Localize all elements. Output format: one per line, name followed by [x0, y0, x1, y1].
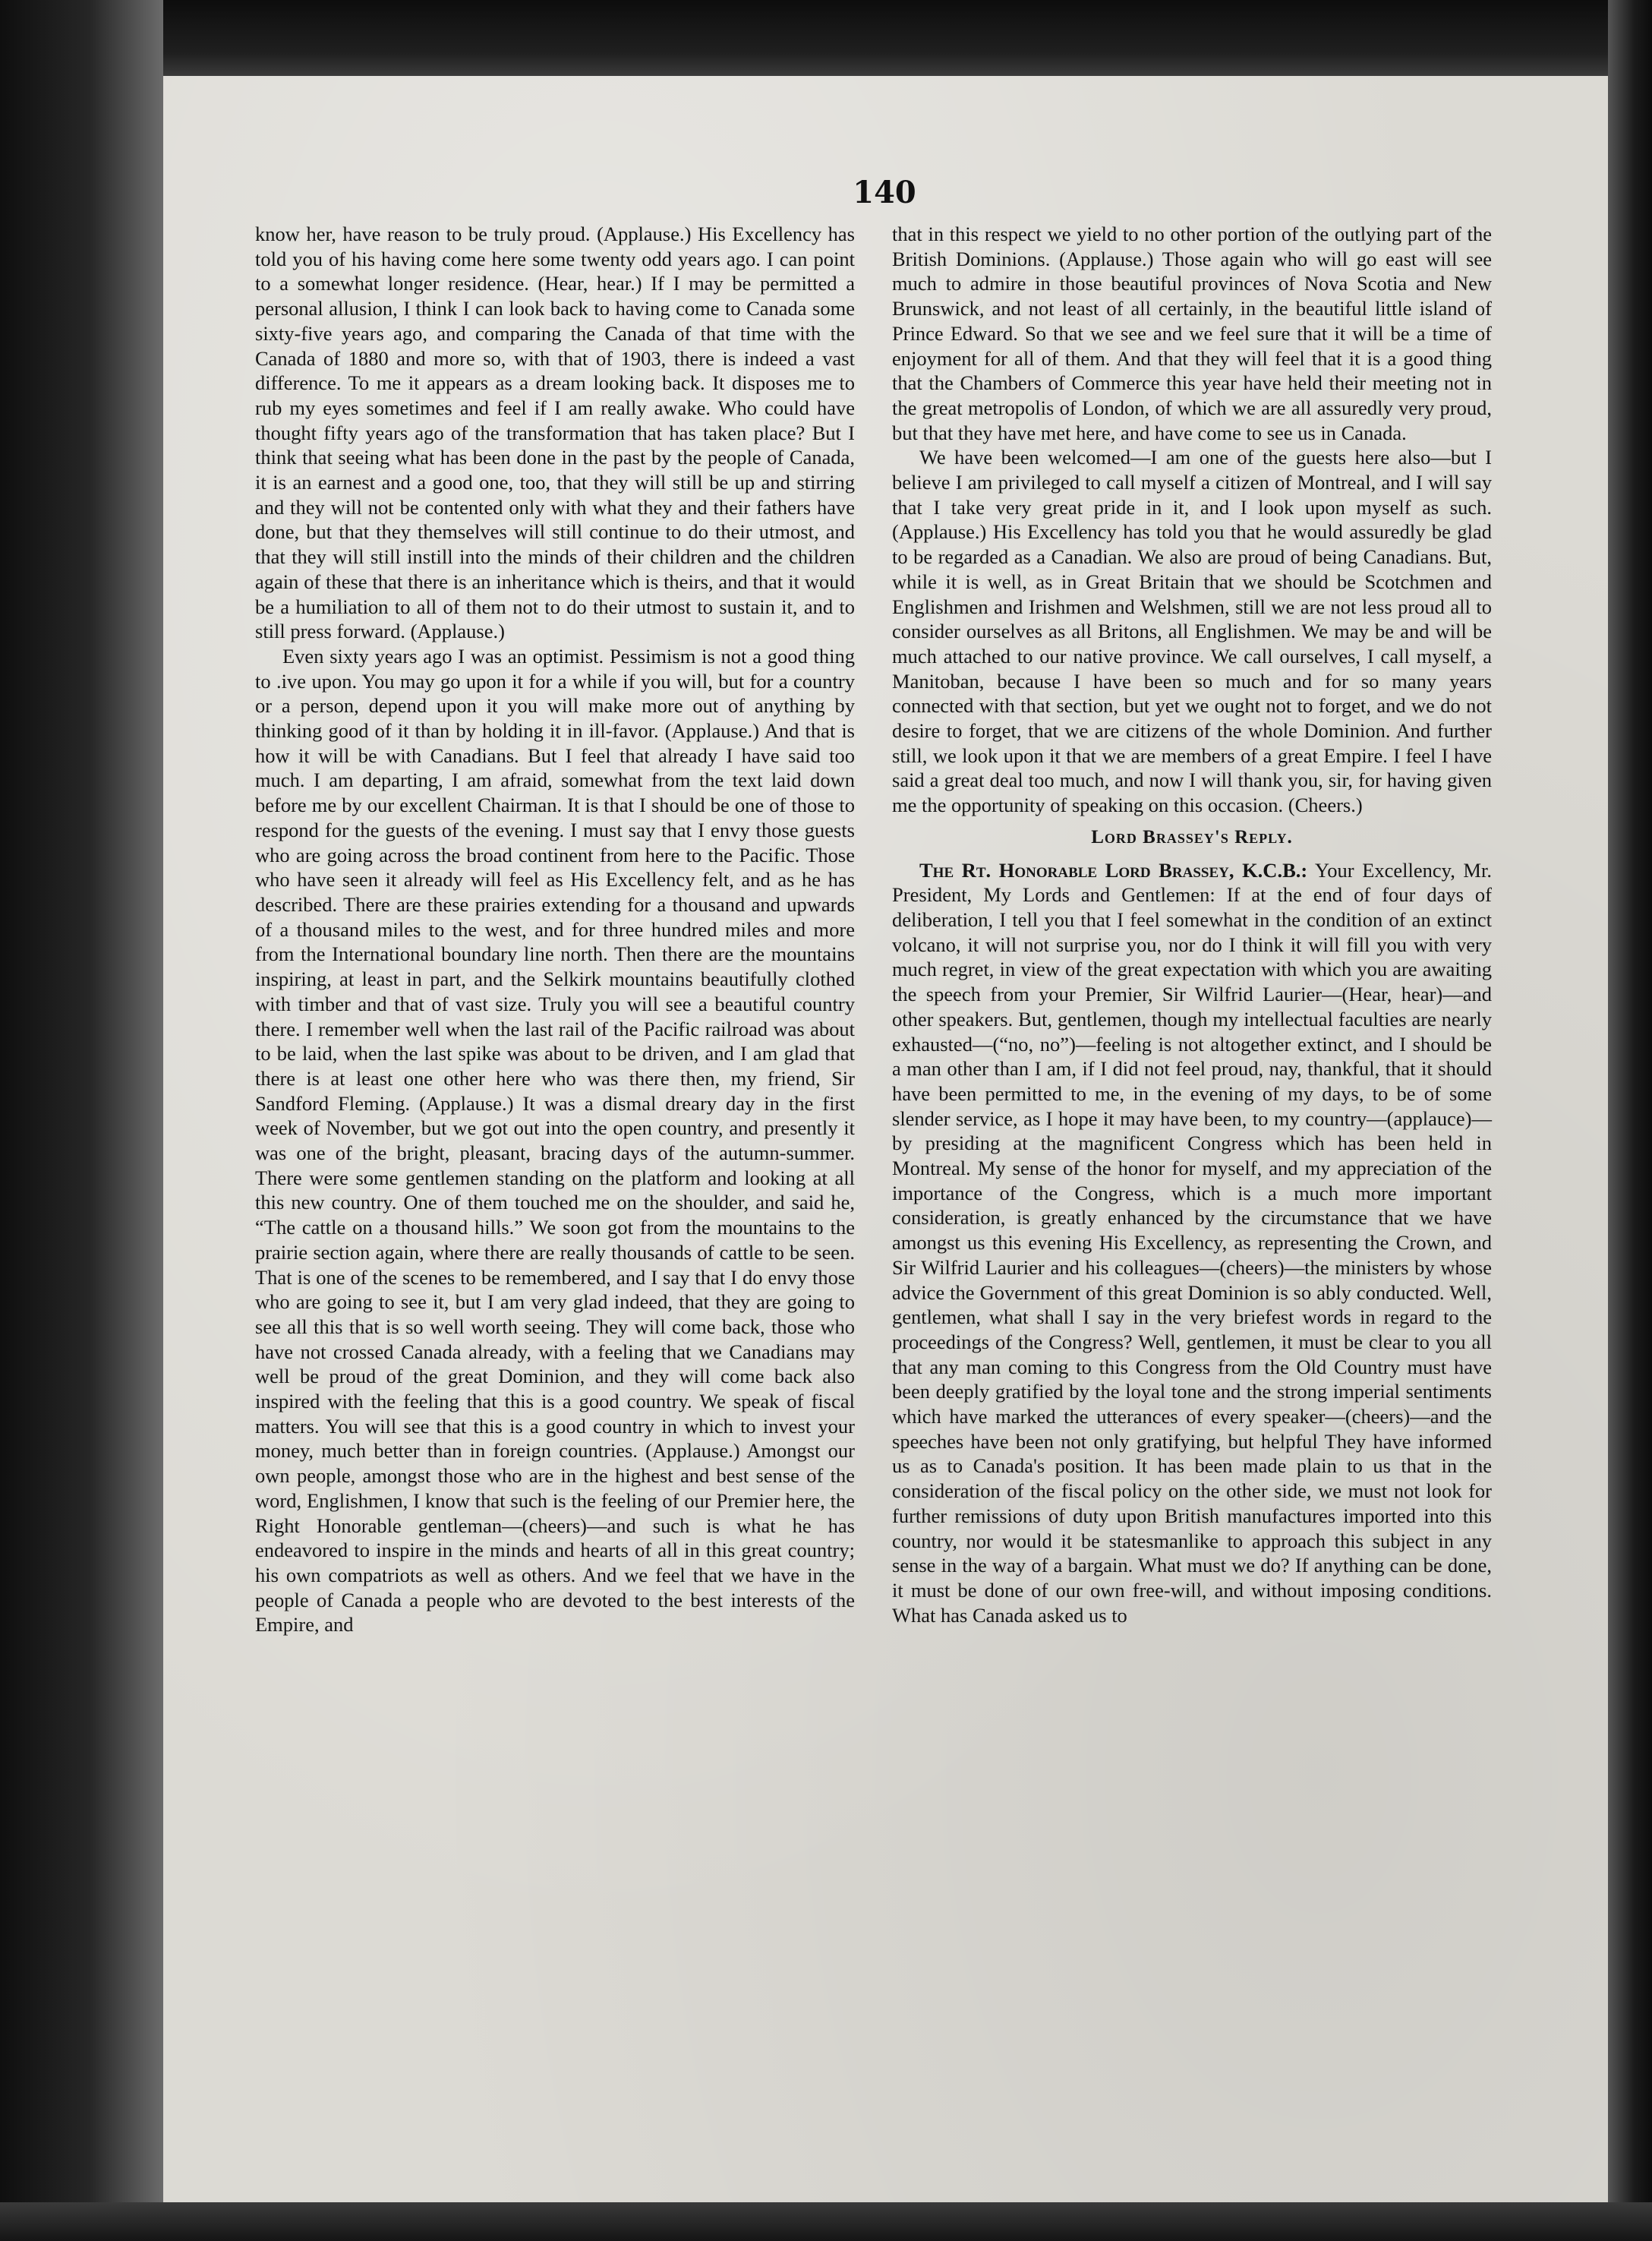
right-paragraph-2: We have been welcomed—I am one of the guests here also—but I believe I am privileged to call myself a citizen of Montreal, and I will say that I take very great pride in it, and I look upon myself as such. (Applause.) His Excellency has told you that he would assuredly be glad to be regarded as a Canadian. We also are proud of being Canadians. But, while it is well, as in Great Britain that we should be Scotchmen and Englishmen and Irishmen and Welshmen, still we are not less proud all to consider ourselves as all Britons, all Englishmen. We may be and will be much attached to our native province. We call ourselves, I call myself, a Manitoban, because I have been so much and for so many years connected with that section, but yet we ought not to forget, and we do not desire to forget, that we are citizens of the whole Dominion. And further still, we look upon it that we are members of a great Empire. I feel I have said a great deal too much, and now I will thank you, sir, for having given me the opportunity of speaking on this occasion. (Cheers.) [892, 446, 1492, 817]
right-column [892, 222, 1492, 1627]
scan-border-right [1608, 0, 1652, 2241]
left-paragraph-1: know her, have reason to be truly proud. (Applause.) His Excellency has told you of his having come here some twenty odd years ago. I can point to a somewhat longer residence. (Hear, hear.) If I may be permitted a personal allusion, I think I can look back to having come to Canada some sixty-five years ago, and comparing the Canada of that time with the Canada of 1880 and more so, with that of 1903, there is indeed a vast difference. To me it appears as a dream looking back. It disposes me to rub my eyes sometimes and feel if I am really awake. Who could have thought fifty years ago of the transformation that has taken place? But I think that seeing what has been done in the past by the people of Canada, it is an earnest and a good one, too, that they will still be up and stirring and they will not be contented only with what they and their fathers have done, but that they themselves will still continue to do their utmost, and that they will still instill into the minds of their children and the children again of these that there is an inheritance which is theirs, and that it would be a humiliation to all of them not to do their utmost to sustain it, and to still press forward. (Applause.) [255, 223, 855, 643]
right-paragraph-3 [892, 858, 1492, 1628]
left-column [255, 222, 855, 1637]
speaker-name: The Rt. Honorable Lord Brassey, K.C.B.: [919, 858, 1308, 882]
scan-border-left [0, 0, 163, 2241]
scan-border-bottom [0, 2202, 1652, 2241]
right-paragraph-1: that in this respect we yield to no other portion of the outlying part of the British Dominions. (Applause.) Those again who will go east will see much to admire in those beautiful provinces of Nova Scotia and New Brunswick, and not least of all certainly, in the beautiful little island of Prince Edward. So that we see and we feel sure that it will be a time of enjoyment for all of them. And that they will feel that it is a good thing that the Chambers of Commerce this year have held their meeting not in the great metropolis of London, of which we are all assuredly very proud, but that they have met here, and have come to see us in Canada. [892, 223, 1492, 444]
scan-border-top [0, 0, 1652, 76]
left-paragraph-2: Even sixty years ago I was an optimist. Pessimism is not a good thing to ⁠.ive upon. You may go upon it for a while if you will, but for a country or a person, depend upon it you will make more out of anything by thinking good of it than by holding it in ill-favor. (Applause.) And that is how it will be with Canadians. But I feel that already I have said too much. I am departing, I am afraid, somewhat from the text laid down before me by our excellent Chairman. It is that I should be one of those to respond for the guests of the evening. I must say that I envy those guests who are going across the broad continent from here to the Pacific. Those who have seen it already will feel as His Excellency felt, and as he has described. There are these prairies extending for a thousand and upwards of a thousand miles to the west, and for three hundred miles and more from the International boundary line north. Then there are the mountains inspiring, at least in part, and the Selkirk mountains beautifully clothed with timber and that of vast size. Truly you will see a beautiful country there. I remember well when the last rail of the Pacific railroad was about to be laid, when the last spike was about to be driven, and I am glad that there is at least one other here who was there then, my friend, Sir Sandford Fleming. (Applause.) It was a dismal dreary day in the first week of November, but we got out into the open country, and presently it was one of the bright, pleasant, bracing days of the autumn-summer. There were some gentlemen standing on the platform and looking at all this new country. One of them touched me on the shoulder, and said he, “The cattle on a thousand hills.” We soon got from the mountains to the prairie section again, where there are really thousands of cattle to be seen. That is one of the scenes to be remembered, and I say that I do envy those who are going to see it, but I am very glad indeed, that they are going to see all this that is so well worth seeing. They will come back, those who have not crossed Canada already, with a feeling that we Canadians may well be proud of the great Dominion, and they will come back also inspired with the feeling that this is a good country. We speak of fiscal matters. You will see that this is a good country in which to invest your money, much better than in foreign countries. (Applause.) Amongst our own people, amongst those who are in the highest and best sense of the word, Englishmen, I know that such is the feeling of our Premier here, the Right Honorable gentleman—(cheers)—and such is what he has endeavored to inspire in the minds and hearts of all in this great country; his own compatriots as well as others. And we feel that we have in the people of Canada a people who are devoted to the best interests of the Empire, and [255, 644, 855, 1637]
speech-text: Your Excellency, Mr. President, My Lords and Gentlemen: If at the end of four days of deliberation, I tell you that I feel somewhat in the condition of an extinct volcano, it will not surprise you, nor do I think it will fill you with very much regret, in view of the great expectation with which you are awaiting the speech from your Premier, Sir Wilfrid Laurier—(Hear, hear)—and other speakers. But, gentlemen, though my intellectual faculties are nearly exhausted—(“no, no”)—feeling is not altogether extinct, and I should be a man other than I am, if I did not feel proud, nay, thankful, that it should have been permitted to me, in the evening of my days, to be of some slender service, as I hope it may have been, to my country—(applauce)—by presiding at the magnificent Congress which has been held in Montreal. My sense of the honor for myself, and my appreciation of the importance of the Congress, which is a much more important consideration, is greatly enhanced by the circumstance that we have amongst us this evening His Excellency, as representing the Crown, and Sir Wilfrid Laurier and his colleagues—(cheers)—the ministers by whose advice the Government of this great Dominion is so ably conducted. Well, gentlemen, what shall I say in the very briefest words in regard to the proceedings of the Congress? Well, gentlemen, it must be clear to you all that any man coming to this Congress from the Old Country must have been deeply gratified by the loyal tone and the strong imperial sentiments which have marked the utterances of every speaker—(cheers)—and the speeches have been not only gratifying, but helpful They have informed us as to Canada's position. It has been made plain to us that in the consideration of the fiscal policy on the other side, we must not look for further remissions of duty upon British manufactures imported into this country, nor would it be statesmanlike to approach this subject in any sense in the way of a bargain. What must we do? If anything can be done, it must be done of our own free-will, and without imposing conditions. What has Canada asked us to [892, 858, 1492, 1627]
section-heading: Lord Brassey's Reply. [1091, 826, 1293, 847]
page-number: 140 [853, 175, 916, 210]
